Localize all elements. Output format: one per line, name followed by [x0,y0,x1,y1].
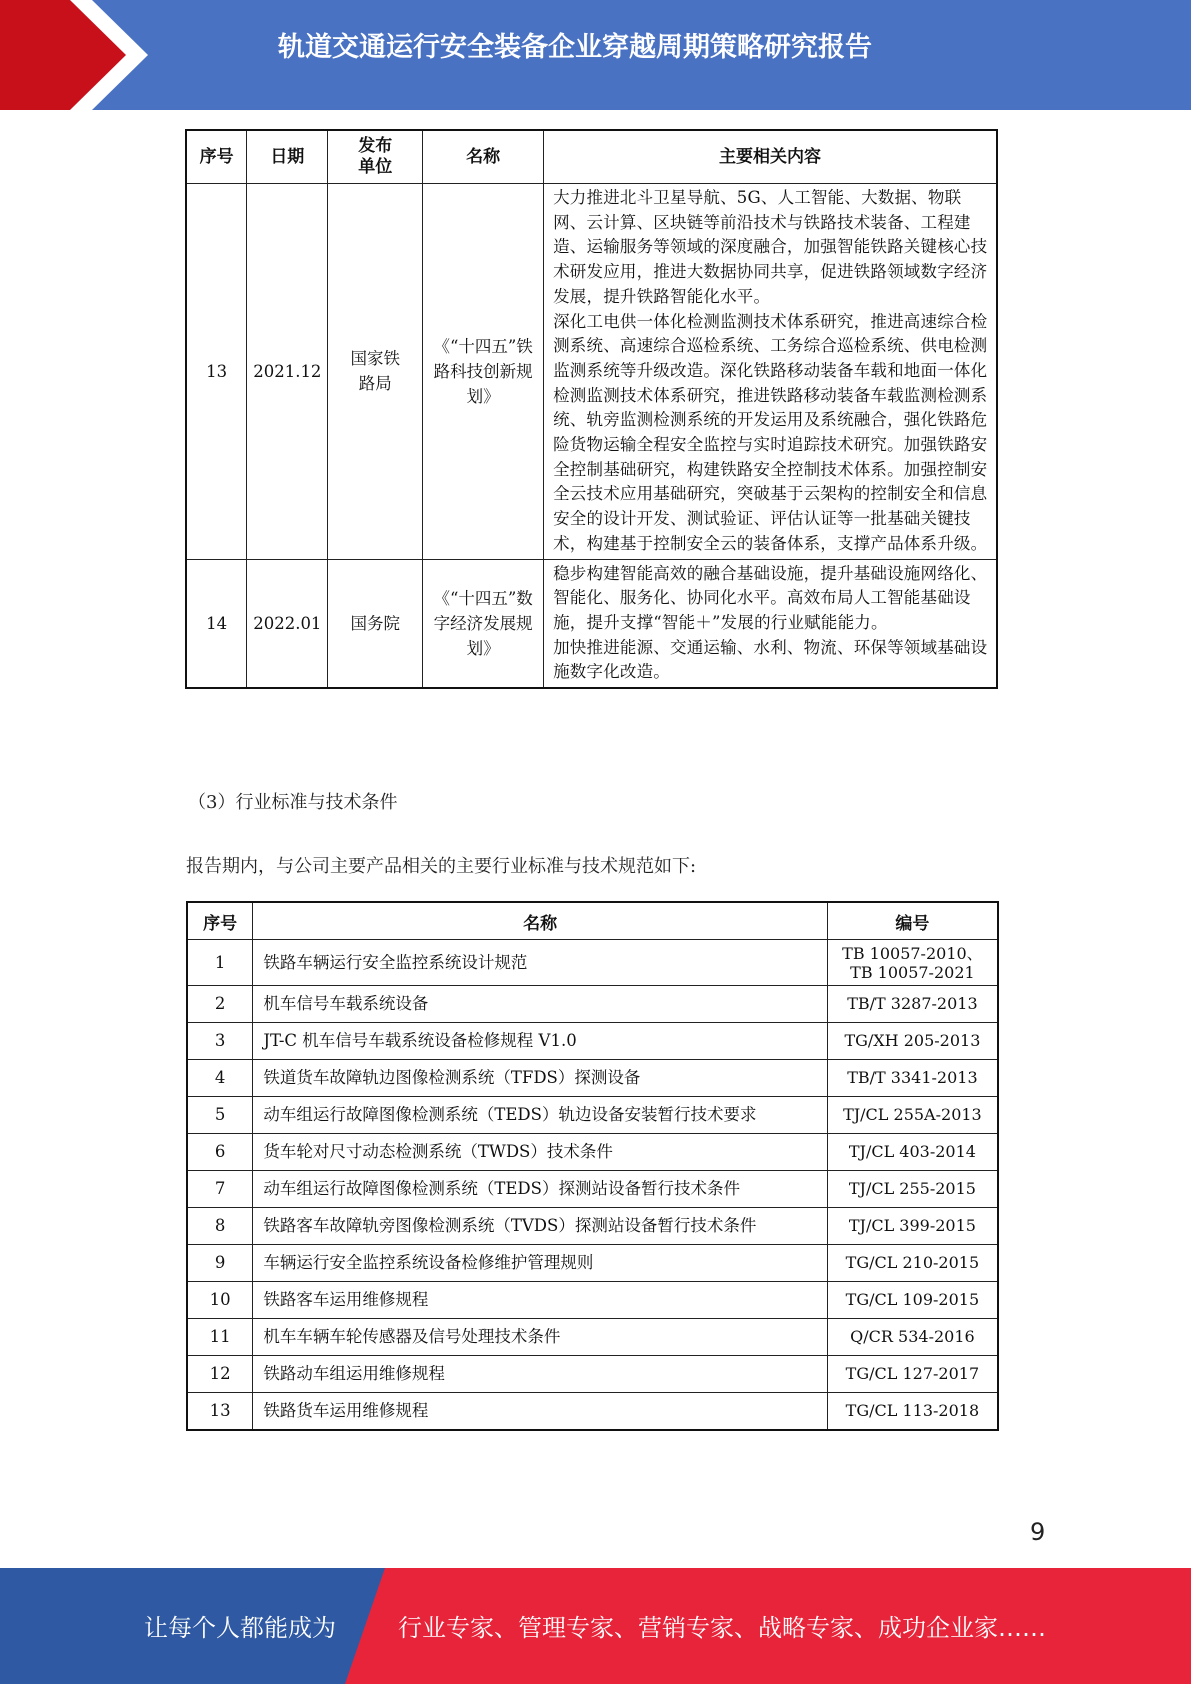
table-row [187,1097,998,1134]
section-heading: （3）行业标准与技术条件 [188,792,398,813]
row-code: TG/CL 127-2017 [827,1356,998,1393]
header-cell-num: 序号 [186,130,247,184]
row-content: 大力推进北斗卫星导航、5G、人工智能、大数据、物联网、云计算、区块链等前沿技术与铁路技术装备、工程建造、运输服务等领域的深度融合，加强智能铁路关键核心技术研发应用，推进大数据协同共享，促进铁路领域数字经济发展，提升铁路智能化水平。 深化工电供一体化检测监测技术体系研究，推进高速综合检测系统、高速综合巡检系统、工务综合巡检系统、供电检测监测系统等升级改造。深化铁路移动装备车载和地面一体化检测监测技术体系研究，推进铁路移动装备车载监测检测系统、轨旁监测检测系统的开发运用及系统融合，强化铁路危险货物运输全程安全监控与实时追踪技术研究。加强铁路安全控制基础研究，构建铁路安全控制技术体系。加强控制安全云技术应用基础研究，突破基于云架构的控制安全和信息安全的设计开发、测试验证、评估认证等一批基础关键技术，构建基于控制安全云的装备体系，支撑产品体系升级。 [544,184,997,560]
header-cell-name: 名称 [253,902,827,940]
footer-slogan-right: 行业专家、管理专家、营销专家、战略专家、成功企业家…… [398,1614,1046,1642]
row-code: TB/T 3341-2013 [827,1060,998,1097]
table-row [187,1319,998,1356]
table-row [187,1282,998,1319]
row-issuer [328,184,423,560]
row-code: TJ/CL 255-2015 [827,1171,998,1208]
row-num: 12 [187,1356,253,1393]
row-name: 铁道货车故障轨边图像检测系统（TFDS）探测设备 [253,1060,827,1097]
table-row [187,1060,998,1097]
row-code: TJ/CL 403-2014 [827,1134,998,1171]
row-name: 动车组运行故障图像检测系统（TEDS）探测站设备暂行技术条件 [253,1171,827,1208]
row-name: JT-C 机车信号车载系统设备检修规程 V1.0 [253,1023,827,1060]
row-code: TJ/CL 255A-2013 [827,1097,998,1134]
table-row [186,184,997,560]
row-code: TG/CL 210-2015 [827,1245,998,1282]
row-doc-name-text: 《“十四五”铁路科技创新规划》 [433,336,533,406]
row-name: 铁路客车运用维修规程 [253,1282,827,1319]
row-num: 11 [187,1319,253,1356]
table-row [187,1245,998,1282]
page-footer [0,1568,1191,1684]
footer-slogan-left: 让每个人都能成为 [144,1614,336,1642]
row-code: TJ/CL 399-2015 [827,1208,998,1245]
row-name: 车辆运行安全监控系统设备检修维护管理规则 [253,1245,827,1282]
row-name: 铁路车辆运行安全监控系统设计规范 [253,940,827,986]
row-num: 9 [187,1245,253,1282]
row-num: 3 [187,1023,253,1060]
row-issuer-text: 国家铁路局 [350,349,400,394]
standards-table [186,901,999,1431]
row-name: 动车组运行故障图像检测系统（TEDS）轨边设备安装暂行技术要求 [253,1097,827,1134]
report-title: 轨道交通运行安全装备企业穿越周期策略研究报告 [278,32,872,63]
header-cell-code: 编号 [827,902,998,940]
row-issuer: 国务院 [328,559,423,688]
table-row [187,1134,998,1171]
header-cell-num: 序号 [187,902,253,940]
row-num: 8 [187,1208,253,1245]
standards-table-body [187,940,998,1431]
row-num: 14 [186,559,247,688]
row-name: 铁路客车故障轨旁图像检测系统（TVDS）探测站设备暂行技术条件 [253,1208,827,1245]
table-row [187,1393,998,1431]
header-cell-name: 名称 [423,130,544,184]
row-num: 13 [186,184,247,560]
row-code: TG/CL 113-2018 [827,1393,998,1431]
row-num: 1 [187,940,253,986]
row-num: 7 [187,1171,253,1208]
header-cell-issuer [328,130,423,184]
row-num: 2 [187,986,253,1023]
row-name: 货车轮对尺寸动态检测系统（TWDS）技术条件 [253,1134,827,1171]
row-name: 铁路货车运用维修规程 [253,1393,827,1431]
row-date: 2022.01 [247,559,328,688]
row-num: 5 [187,1097,253,1134]
row-date: 2021.12 [247,184,328,560]
row-num: 6 [187,1134,253,1171]
table-row [187,940,998,986]
page-number: 9 [1030,1518,1046,1546]
page-header [0,0,1191,110]
header-cell-date: 日期 [247,130,328,184]
row-name: 机车车辆车轮传感器及信号处理技术条件 [253,1319,827,1356]
table-row [187,1171,998,1208]
table-row [187,1208,998,1245]
row-code: TG/CL 109-2015 [827,1282,998,1319]
row-doc-name-text: 《“十四五”数字经济发展规划》 [433,588,533,658]
table-row [187,1023,998,1060]
row-doc-name [423,559,544,688]
table-row [187,986,998,1023]
row-content: 稳步构建智能高效的融合基础设施，提升基础设施网络化、智能化、服务化、协同化水平。高效布局人工智能基础设施，提升支撑“智能＋”发展的行业赋能能力。 加快推进能源、交通运输、水利、物流、环保等领域基础设施数字化改造。 [544,559,997,688]
table-row [187,1356,998,1393]
header-cell-content: 主要相关内容 [544,130,997,184]
row-name: 机车信号车载系统设备 [253,986,827,1023]
standards-table-header-row [187,902,998,940]
row-code: TB 10057-2010、 TB 10057-2021 [827,940,998,986]
row-num: 4 [187,1060,253,1097]
table-row [186,559,997,688]
row-code: TB/T 3287-2013 [827,986,998,1023]
header-issuer-label: 发布单位 [358,136,393,177]
row-num: 10 [187,1282,253,1319]
row-code: Q/CR 534-2016 [827,1319,998,1356]
row-code: TG/XH 205-2013 [827,1023,998,1060]
row-doc-name [423,184,544,560]
policy-table [185,129,998,689]
section-intro: 报告期内，与公司主要产品相关的主要行业标准与技术规范如下: [186,856,697,877]
row-name: 铁路动车组运用维修规程 [253,1356,827,1393]
row-num: 13 [187,1393,253,1431]
policy-table-header-row [186,130,997,184]
